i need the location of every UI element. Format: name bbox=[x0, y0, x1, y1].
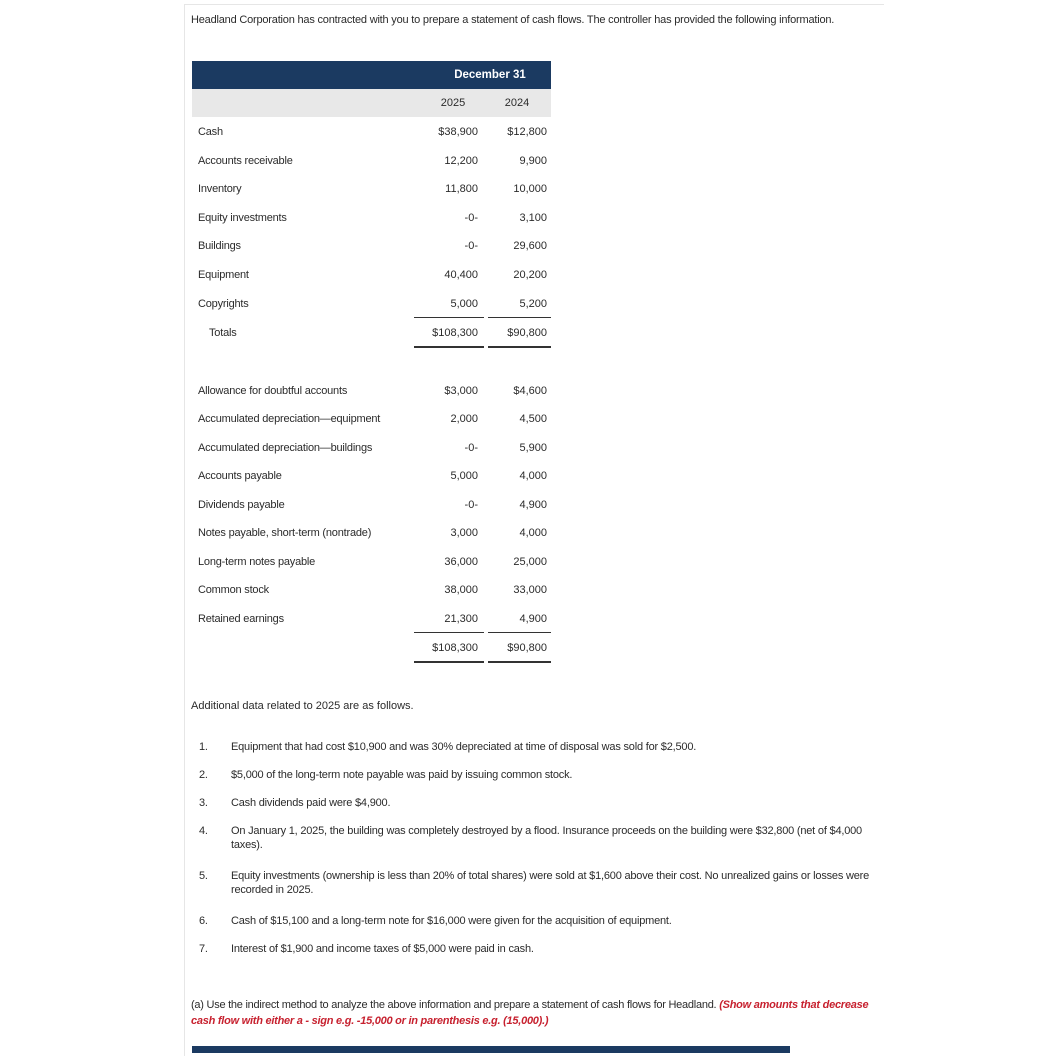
year-2024-header: 2024 bbox=[504, 97, 530, 109]
value-2025: -0- bbox=[464, 499, 478, 511]
value-2024: 25,000 bbox=[513, 556, 547, 568]
item-text: Cash dividends paid were $4,900. bbox=[231, 797, 391, 809]
item-text: Equipment that had cost $10,900 and was 30% depreciated at time of disposal was sold for $2,500. bbox=[231, 741, 697, 753]
value-2025: 11,800 bbox=[445, 183, 478, 195]
row-label: Accounts payable bbox=[198, 470, 282, 482]
row-label: Accumulated depreciation—buildings bbox=[198, 442, 373, 454]
item-text: Cash of $15,100 and a long-term note for $16,000 were given for the acquisition of equipment. bbox=[231, 915, 672, 927]
row-label: Equity investments bbox=[198, 212, 287, 224]
totals-row bbox=[192, 327, 552, 347]
value-2025: $3,000 bbox=[444, 385, 478, 397]
item-number: 4. bbox=[199, 825, 208, 837]
subtotal-underline bbox=[414, 317, 484, 318]
total-double-underline bbox=[414, 346, 484, 348]
value-2025: 2,000 bbox=[450, 413, 478, 425]
value-2025: 5,000 bbox=[450, 470, 478, 482]
value-2024: 4,000 bbox=[519, 470, 547, 482]
value-2024: 29,600 bbox=[513, 240, 547, 252]
table-row bbox=[192, 298, 552, 318]
value-2024: 33,000 bbox=[513, 584, 547, 596]
value-2025: $108,300 bbox=[432, 642, 478, 654]
value-2024: $90,800 bbox=[507, 642, 547, 654]
value-2024: 9,900 bbox=[519, 155, 547, 167]
value-2024: 4,000 bbox=[519, 527, 547, 539]
table-row bbox=[192, 269, 552, 289]
value-2024: 5,900 bbox=[519, 442, 547, 454]
table-row bbox=[192, 499, 552, 519]
item-text: Equity investments (ownership is less than 20% of total shares) were sold at $1,600 above their cost. No unrealized gains or losses were recorded in 2025. bbox=[231, 870, 870, 896]
year-2025-header: 2025 bbox=[440, 97, 466, 109]
item-number: 1. bbox=[199, 741, 208, 753]
row-label: Notes payable, short-term (nontrade) bbox=[198, 527, 372, 539]
value-2024: 4,500 bbox=[519, 413, 547, 425]
item-number: 7. bbox=[199, 943, 208, 955]
table-row bbox=[192, 183, 552, 203]
value-2025: 40,400 bbox=[444, 269, 478, 281]
row-label: Buildings bbox=[198, 240, 241, 252]
value-2024: $12,800 bbox=[507, 126, 547, 138]
totals-row bbox=[192, 642, 552, 662]
instruction-note: (Show amounts that decrease cash flow with either a - sign e.g. -15,000 or in parenthesis e.g. (15,000).) bbox=[191, 999, 869, 1027]
total-double-underline bbox=[488, 346, 551, 348]
value-2025: 12,200 bbox=[444, 155, 478, 167]
item-text: Interest of $1,900 and income taxes of $5,000 were paid in cash. bbox=[231, 943, 534, 955]
table-row bbox=[192, 470, 552, 490]
value-2024: 20,200 bbox=[513, 269, 547, 281]
additional-data-heading: Additional data related to 2025 are as follows. bbox=[191, 700, 414, 712]
row-label: Accounts receivable bbox=[198, 155, 293, 167]
total-double-underline bbox=[488, 661, 551, 663]
item-text: $5,000 of the long-term note payable was paid by issuing common stock. bbox=[231, 769, 573, 781]
value-2025: -0- bbox=[464, 240, 478, 252]
total-double-underline bbox=[414, 661, 484, 663]
intro-text: Headland Corporation has contracted with you to prepare a statement of cash flows. The controller has provided the following information. bbox=[191, 14, 835, 26]
value-2025: $108,300 bbox=[432, 327, 478, 339]
table-row bbox=[192, 212, 552, 232]
row-label: Totals bbox=[209, 327, 237, 339]
value-2025: 3,000 bbox=[450, 527, 478, 539]
instruction-text bbox=[191, 997, 891, 1029]
december-31-header: December 31 bbox=[454, 69, 526, 81]
row-label: Inventory bbox=[198, 183, 242, 195]
table-row bbox=[192, 556, 552, 576]
value-2024: 4,900 bbox=[519, 499, 547, 511]
row-label: Equipment bbox=[198, 269, 249, 281]
subtotal-underline bbox=[488, 632, 551, 633]
row-label: Accumulated depreciation—equipment bbox=[198, 413, 381, 425]
table-row bbox=[192, 527, 552, 547]
row-label: Common stock bbox=[198, 584, 269, 596]
answer-table-header-bar bbox=[192, 1046, 790, 1053]
value-2024: $4,600 bbox=[513, 385, 547, 397]
instruction-main: (a) Use the indirect method to analyze the above information and prepare a statement of cash flows for Headland. bbox=[191, 999, 720, 1011]
value-2025: 21,300 bbox=[444, 613, 478, 625]
item-number: 5. bbox=[199, 870, 208, 882]
value-2025: 5,000 bbox=[450, 298, 478, 310]
table-row bbox=[192, 385, 552, 405]
table-header bbox=[192, 61, 551, 89]
subtotal-underline bbox=[414, 632, 484, 633]
table-row bbox=[192, 240, 552, 260]
row-label: Dividends payable bbox=[198, 499, 285, 511]
value-2025: $38,900 bbox=[438, 126, 478, 138]
table-row bbox=[192, 442, 552, 462]
table-row bbox=[192, 126, 552, 146]
row-label: Copyrights bbox=[198, 298, 249, 310]
table-row bbox=[192, 155, 552, 175]
table-row bbox=[192, 613, 552, 633]
item-number: 3. bbox=[199, 797, 208, 809]
value-2025: 38,000 bbox=[444, 584, 478, 596]
value-2025: -0- bbox=[464, 442, 478, 454]
value-2025: 36,000 bbox=[444, 556, 478, 568]
item-number: 6. bbox=[199, 915, 208, 927]
row-label: Long-term notes payable bbox=[198, 556, 316, 568]
value-2024: 5,200 bbox=[519, 298, 547, 310]
table-row bbox=[192, 584, 552, 604]
table-row bbox=[192, 413, 552, 433]
value-2024: 4,900 bbox=[519, 613, 547, 625]
subtotal-underline bbox=[488, 317, 551, 318]
value-2025: -0- bbox=[464, 212, 478, 224]
item-text: On January 1, 2025, the building was completely destroyed by a flood. Insurance proceeds on the building were $32,800 (net of $4,000 taxes). bbox=[231, 825, 862, 851]
row-label: Cash bbox=[198, 126, 223, 138]
row-label: Retained earnings bbox=[198, 613, 284, 625]
value-2024: 10,000 bbox=[513, 183, 547, 195]
value-2024: $90,800 bbox=[507, 327, 547, 339]
value-2024: 3,100 bbox=[519, 212, 547, 224]
item-number: 2. bbox=[199, 769, 208, 781]
table-year-header bbox=[192, 89, 551, 117]
row-label: Allowance for doubtful accounts bbox=[198, 385, 348, 397]
